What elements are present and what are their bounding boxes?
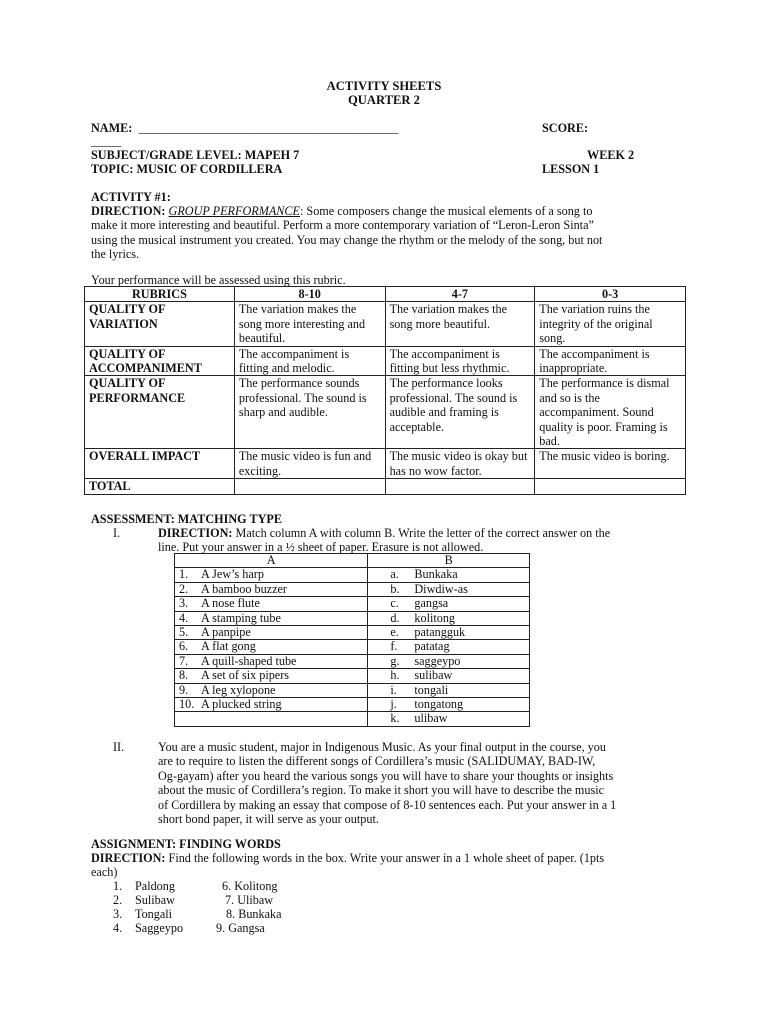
b-item-text: Diwdiw-as (414, 581, 468, 596)
a-item-text: A set of six pipers (201, 668, 290, 683)
matching-row (175, 669, 530, 683)
assignment-direction (91, 851, 677, 880)
rubric-header-rubrics: RUBRICS (85, 287, 235, 302)
matching-row (175, 611, 530, 625)
assessment-heading: ASSESSMENT: MATCHING TYPE (91, 512, 282, 526)
sheet-title: ACTIVITY SHEETS (326, 79, 442, 93)
lesson-label: LESSON 1 (542, 162, 600, 176)
matching-row (175, 597, 530, 611)
name-line: ____________________________________________ (139, 121, 399, 135)
b-item-text: tongali (414, 682, 449, 697)
direction-emphasis: GROUP PERFORMANCE (168, 204, 300, 218)
name-line-continuation: _____ (91, 134, 122, 148)
word-item: 9. Gangsa (216, 921, 265, 935)
essay-line: about the music of Cordillera’s region. To make it short you will have to describe the music (158, 783, 605, 798)
assessment-direction-line-2: line. Put your answer in a ½ sheet of paper. Erasure is not allowed. (158, 540, 484, 555)
essay-line: You are a music student, major in Indigenous Music. As your final output in the course, you (158, 740, 606, 754)
subject-grade-level: SUBJECT/GRADE LEVEL: MAPEH 7 (91, 148, 300, 162)
name-label: NAME: (91, 121, 133, 135)
a-item-number: 7. (179, 653, 189, 668)
word-list (113, 879, 413, 939)
word-number: 2. (113, 893, 123, 907)
matching-row (175, 640, 530, 654)
activity-direction (91, 204, 677, 262)
rubric-cell-high: The variation makes the song more interesting and beautiful. (234, 302, 385, 346)
b-item-text: Bunkaka (414, 567, 458, 582)
rubric-table (84, 286, 686, 495)
rubric-cell-low: The music video is boring. (535, 449, 686, 479)
a-item-number: 1. (179, 567, 189, 582)
direction-line-2: make it more interesting and beautiful. Perform a more contemporary variation of “Leron-Leron Sinta” (91, 218, 594, 233)
rubric-cell-low: The performance is dismal and so is the accompaniment. Sound quality is poor. Framing is bad. (535, 376, 686, 449)
roman-numeral-2: II. (113, 740, 125, 754)
word-item: Saggeypo (135, 921, 184, 935)
word-number: 1. (113, 879, 123, 893)
b-item-text: ulibaw (414, 711, 448, 726)
rubric-cell-low: The accompaniment is inappropriate. (535, 346, 686, 376)
matching-table (174, 553, 530, 727)
b-item-letter: f. (390, 639, 398, 654)
b-item-letter: i. (390, 682, 397, 697)
b-item-letter: a. (390, 567, 399, 582)
assignment-direction-line-2: each) (91, 865, 118, 880)
a-item-text: A Jew’s harp (201, 567, 264, 582)
quarter-label: QUARTER 2 (348, 93, 420, 107)
rubric-cell-low (535, 479, 686, 494)
assignment-direction-label: DIRECTION: (91, 851, 166, 865)
rubric-criterion: QUALITY OF PERFORMANCE (85, 376, 235, 449)
a-item-number: 8. (179, 668, 189, 683)
word-number: 3. (113, 907, 123, 921)
a-item-number: 2. (179, 581, 189, 596)
essay-line: of Cordillera by making an essay that compose of 8-10 sentences each. Put your answer in a 1 (158, 797, 617, 812)
rubric-cell-mid: The music video is okay but has no wow factor. (385, 449, 535, 479)
b-item-letter: c. (390, 596, 399, 611)
matching-header-row (175, 554, 530, 568)
a-item-text: A bamboo buzzer (201, 581, 287, 596)
direction-line-3: using the musical instrument you created. You may change the rhythm or the melody of the song, but not (91, 232, 603, 247)
rubric-criterion: QUALITY OF ACCOMPANIMENT (85, 346, 235, 376)
rubric-cell-low: The variation ruins the integrity of the original song. (535, 302, 686, 346)
b-item-letter: k. (390, 711, 400, 726)
column-b-header: B (368, 554, 530, 568)
a-item-number: 9. (179, 682, 189, 697)
rubric-cell-high: The performance sounds professional. The sound is sharp and audible. (234, 376, 385, 449)
b-item-letter: b. (390, 581, 400, 596)
a-item-text: A panpipe (201, 625, 251, 640)
matching-row (175, 626, 530, 640)
a-item-number: 10. (179, 697, 195, 712)
matching-row (175, 654, 530, 668)
a-item-text: A flat gong (201, 639, 256, 654)
b-item-letter: g. (390, 653, 400, 668)
direction-label: DIRECTION: (91, 204, 166, 218)
rubric-header-low: 0-3 (535, 287, 686, 302)
activity-heading: ACTIVITY #1: (91, 190, 171, 204)
rubric-cell-mid: The performance looks professional. The sound is audible and framing is acceptable. (385, 376, 535, 449)
b-item-text: saggeypo (414, 653, 461, 668)
rubric-cell-mid (385, 479, 535, 494)
word-item: 7. Ulibaw (225, 893, 274, 907)
rubric-intro: Your performance will be assessed using this rubric. (91, 273, 346, 287)
score-label: SCORE: (542, 121, 589, 135)
week-label: WEEK 2 (587, 148, 635, 162)
matching-row (175, 712, 530, 726)
rubric-total-row (85, 479, 686, 494)
b-item-letter: d. (390, 610, 400, 625)
b-item-letter: h. (390, 668, 400, 683)
word-number: 4. (113, 921, 123, 935)
a-item-text: A leg xylopone (201, 682, 276, 697)
rubric-row (85, 346, 686, 376)
rubric-cell-mid: The accompaniment is fitting but less rhythmic. (385, 346, 535, 376)
word-item: Paldong (135, 879, 175, 893)
b-item-text: patatag (414, 639, 450, 654)
rubric-header-mid: 4-7 (385, 287, 535, 302)
essay-line: short bond paper, it will serve as your output. (158, 812, 379, 827)
matching-row (175, 582, 530, 596)
rubric-criterion: TOTAL (85, 479, 235, 494)
roman-numeral-1: I. (113, 526, 121, 540)
topic-label: TOPIC: MUSIC OF CORDILLERA (91, 162, 283, 176)
a-item-number: 3. (179, 596, 189, 611)
b-item-letter: e. (390, 625, 399, 640)
b-item-text: patangguk (414, 625, 466, 640)
assessment-direction-label: DIRECTION: (158, 526, 233, 540)
word-item: Sulibaw (135, 893, 175, 907)
rubric-row (85, 302, 686, 346)
b-item-text: kolitong (414, 610, 456, 625)
rubric-row (85, 449, 686, 479)
word-item: 8. Bunkaka (226, 907, 282, 921)
rubric-criterion: QUALITY OF VARIATION (85, 302, 235, 346)
matching-row (175, 698, 530, 712)
column-a-header: A (175, 554, 368, 568)
essay-instructions (158, 740, 688, 826)
a-item-number: 5. (179, 625, 189, 640)
essay-line: Og-gayam) after you heard the various songs you will have to share your thoughts or insights (158, 768, 614, 783)
a-item-text: A stamping tube (201, 610, 281, 625)
a-item-number: 6. (179, 639, 189, 654)
direction-line-4: the lyrics. (91, 247, 140, 262)
word-item: 6. Kolitong (222, 879, 278, 893)
essay-line: are to require to listen the different songs of Cordillera’s music (SALIDUMAY, BAD-IW, (158, 754, 596, 769)
rubric-criterion: OVERALL IMPACT (85, 449, 235, 479)
a-item-text: A nose flute (201, 596, 260, 611)
rubric-cell-high (234, 479, 385, 494)
b-item-letter: j. (390, 697, 397, 712)
b-item-text: tongatong (414, 697, 464, 712)
assignment-direction-line-1: Find the following words in the box. Write your answer in a 1 whole sheet of paper. (1pts (165, 851, 605, 865)
rubric-cell-mid: The variation makes the song more beautiful. (385, 302, 535, 346)
rubric-cell-high: The music video is fun and exciting. (234, 449, 385, 479)
matching-row (175, 568, 530, 582)
a-item-text: A quill-shaped tube (201, 653, 297, 668)
b-item-text: gangsa (414, 596, 449, 611)
a-item-text: A plucked string (201, 697, 282, 712)
rubric-header-high: 8-10 (234, 287, 385, 302)
rubric-row (85, 376, 686, 449)
assignment-heading: ASSIGNMENT: FINDING WORDS (91, 837, 281, 851)
rubric-cell-high: The accompaniment is fitting and melodic. (234, 346, 385, 376)
assessment-direction (158, 526, 688, 555)
a-item-number: 4. (179, 610, 189, 625)
matching-row (175, 683, 530, 697)
rubric-header-row (85, 287, 686, 302)
b-item-text: sulibaw (414, 668, 453, 683)
assessment-direction-line-1: Match column A with column B. Write the letter of the correct answer on the (232, 526, 611, 540)
direction-line-1: : Some composers change the musical elements of a song to (300, 204, 593, 218)
word-item: Tongali (135, 907, 173, 921)
